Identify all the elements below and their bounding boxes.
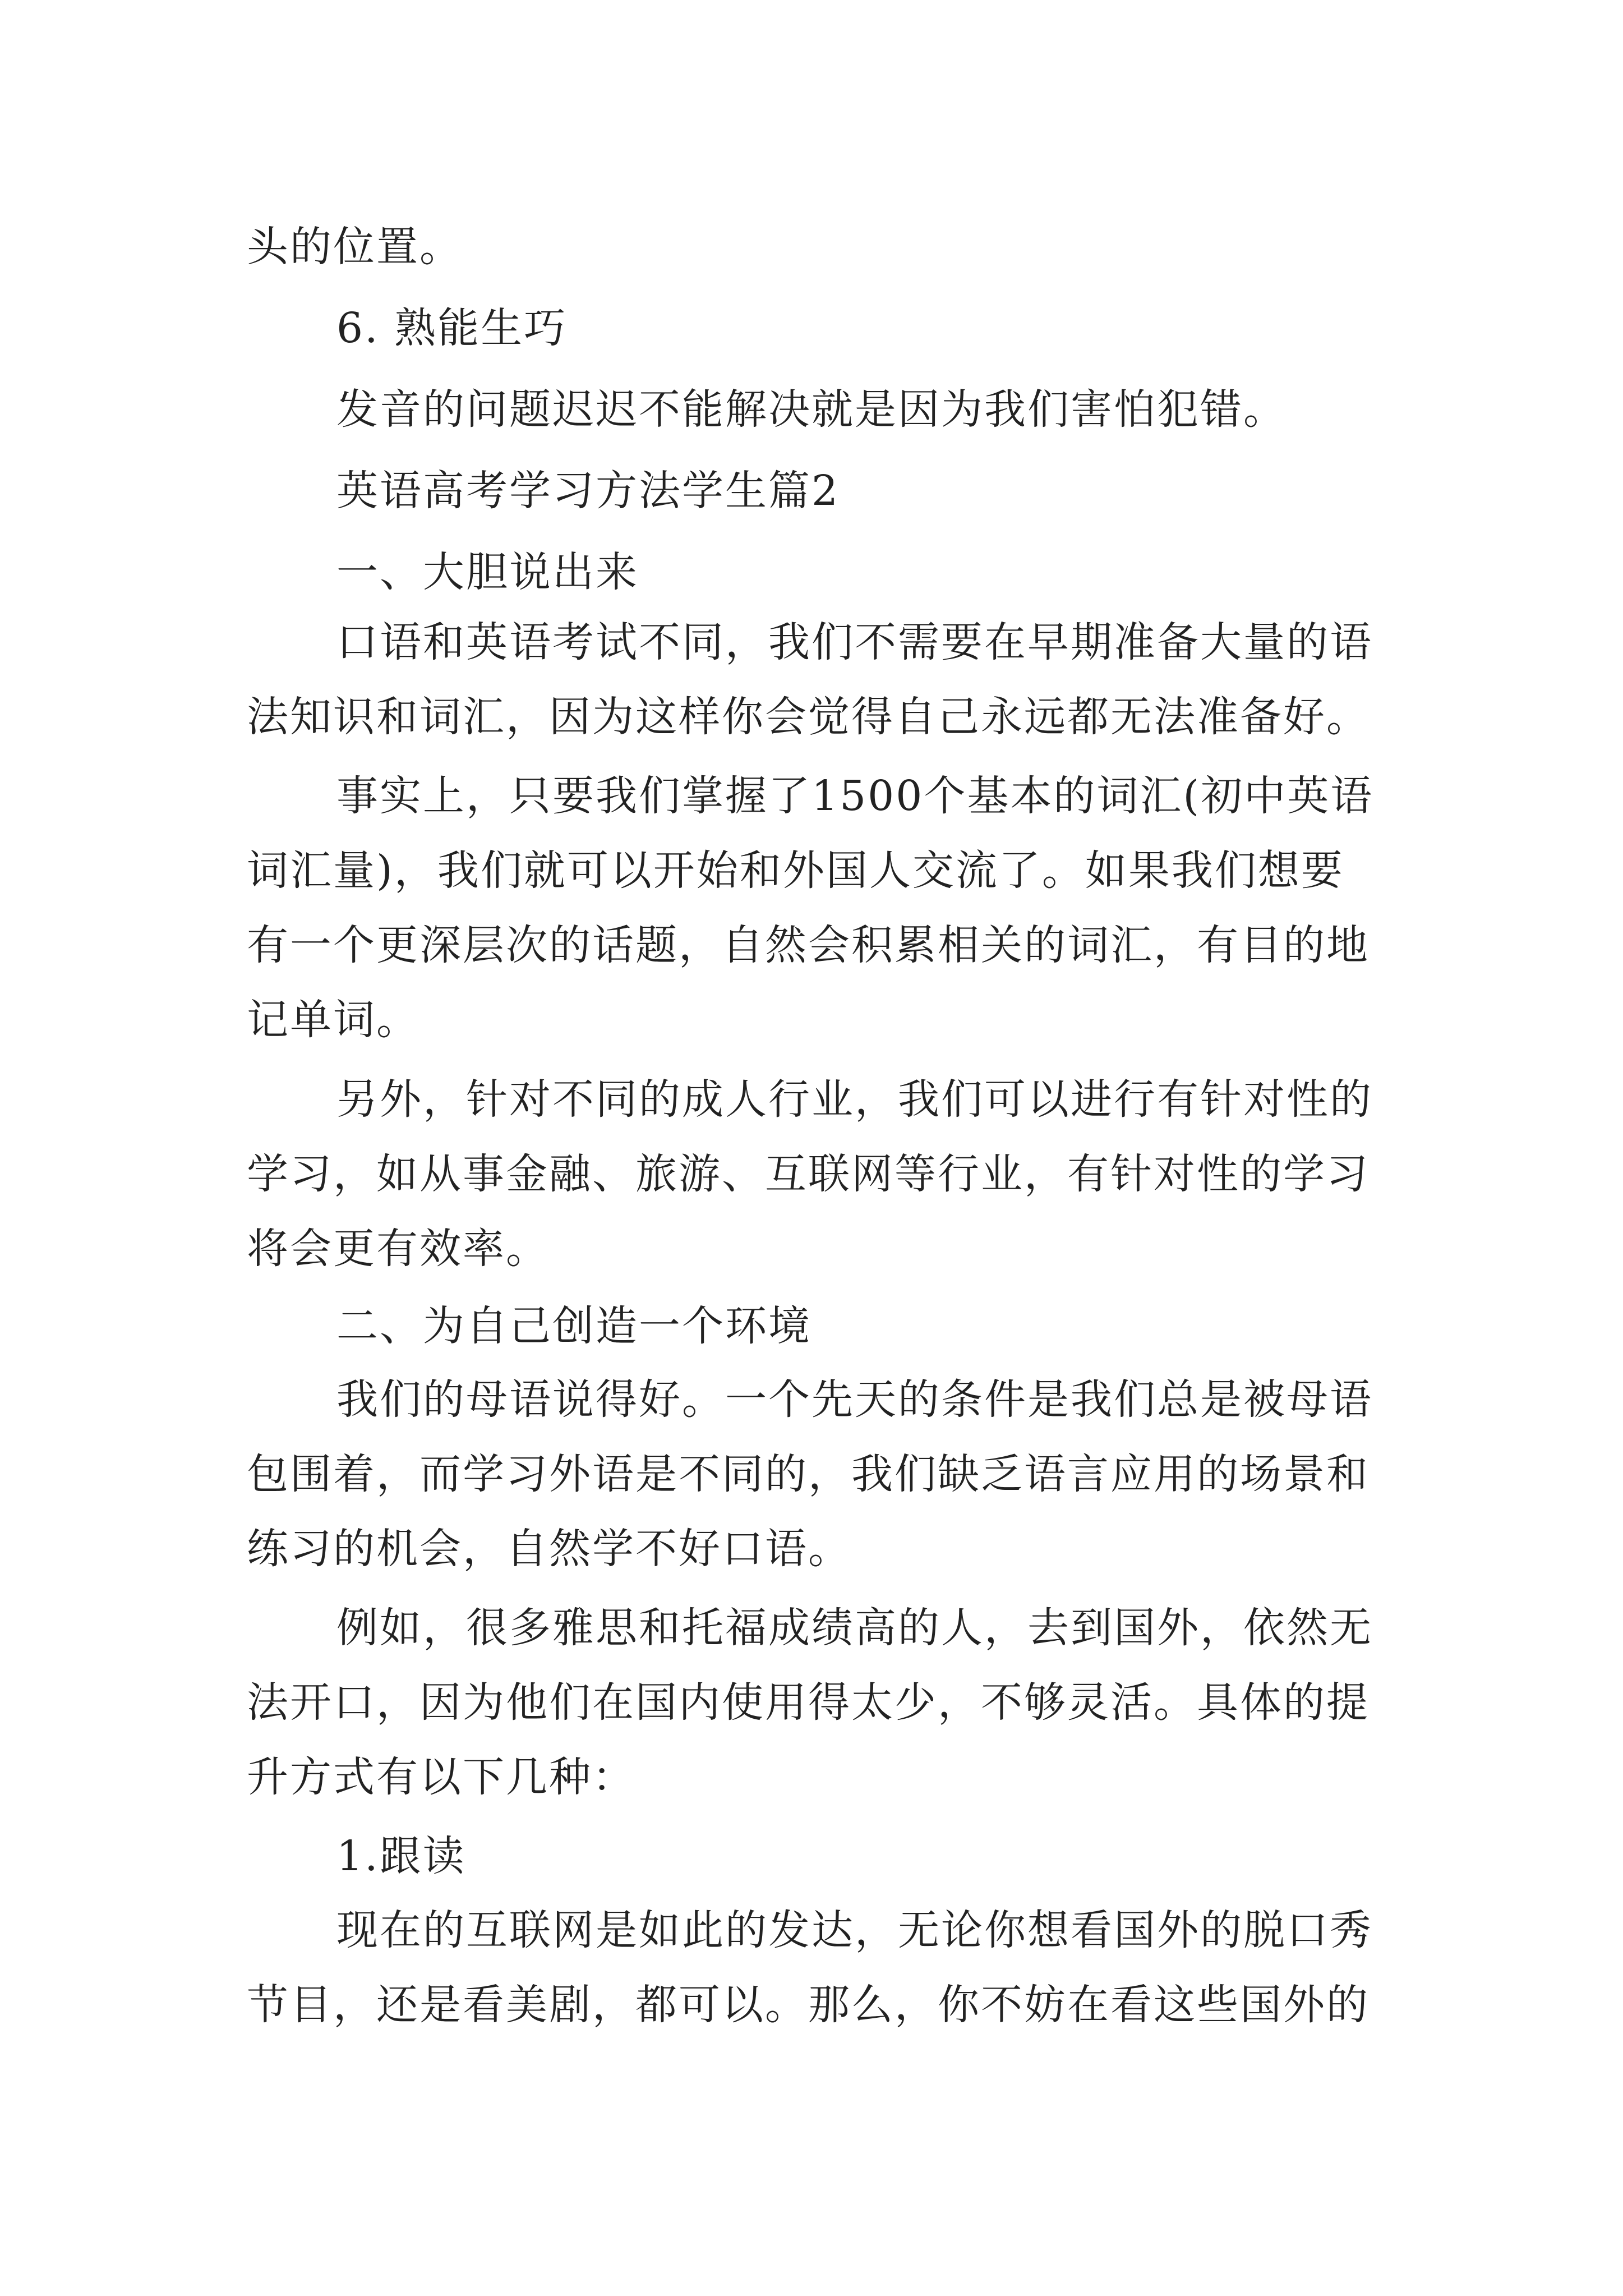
list-heading-1: 1.跟读	[336, 1832, 466, 1880]
text-line: 有一个更深层次的话题，自然会积累相关的词汇，有目的地	[247, 921, 1370, 969]
text-line: 节目，还是看美剧，都可以。那么，你不妨在看这些国外的	[247, 1981, 1370, 2029]
section-title: 英语高考学习方法学生篇2	[336, 467, 840, 515]
text-line: 我们的母语说得好。一个先天的条件是我们总是被母语	[336, 1375, 1373, 1424]
subheading-two: 二、为自己创造一个环境	[336, 1302, 811, 1350]
text-line: 头的位置。	[247, 223, 463, 271]
text-line: 事实上，只要我们掌握了1500个基本的词汇(初中英语	[336, 772, 1374, 820]
text-line: 发音的问题迟迟不能解决就是因为我们害怕犯错。	[336, 385, 1287, 434]
text-line: 法知识和词汇，因为这样你会觉得自己永远都无法准备好。	[247, 693, 1370, 741]
text-line: 包围着，而学习外语是不同的，我们缺乏语言应用的场景和	[247, 1450, 1370, 1498]
text-line: 例如，很多雅思和托福成绩高的人，去到国外，依然无	[336, 1604, 1373, 1652]
text-line: 记单词。	[247, 996, 419, 1044]
text-line: 练习的机会，自然学不好口语。	[247, 1525, 851, 1573]
text-line: 现在的互联网是如此的发达，无论你想看国外的脱口秀	[336, 1906, 1373, 1954]
text-line: 口语和英语考试不同，我们不需要在早期准备大量的语	[336, 618, 1373, 666]
list-heading-6: 6. 熟能生巧	[336, 304, 568, 352]
text-line: 将会更有效率。	[247, 1225, 549, 1273]
text-line: 另外，针对不同的成人行业，我们可以进行有针对性的	[336, 1075, 1373, 1124]
text-line: 升方式有以下几种：	[247, 1753, 635, 1801]
subheading-one: 一、大胆说出来	[336, 548, 639, 596]
text-line: 学习，如从事金融、旅游、互联网等行业，有针对性的学习	[247, 1150, 1370, 1198]
text-line: 法开口，因为他们在国内使用得太少，不够灵活。具体的提	[247, 1678, 1370, 1727]
text-line: 词汇量)，我们就可以开始和外国人交流了。如果我们想要	[247, 846, 1344, 895]
